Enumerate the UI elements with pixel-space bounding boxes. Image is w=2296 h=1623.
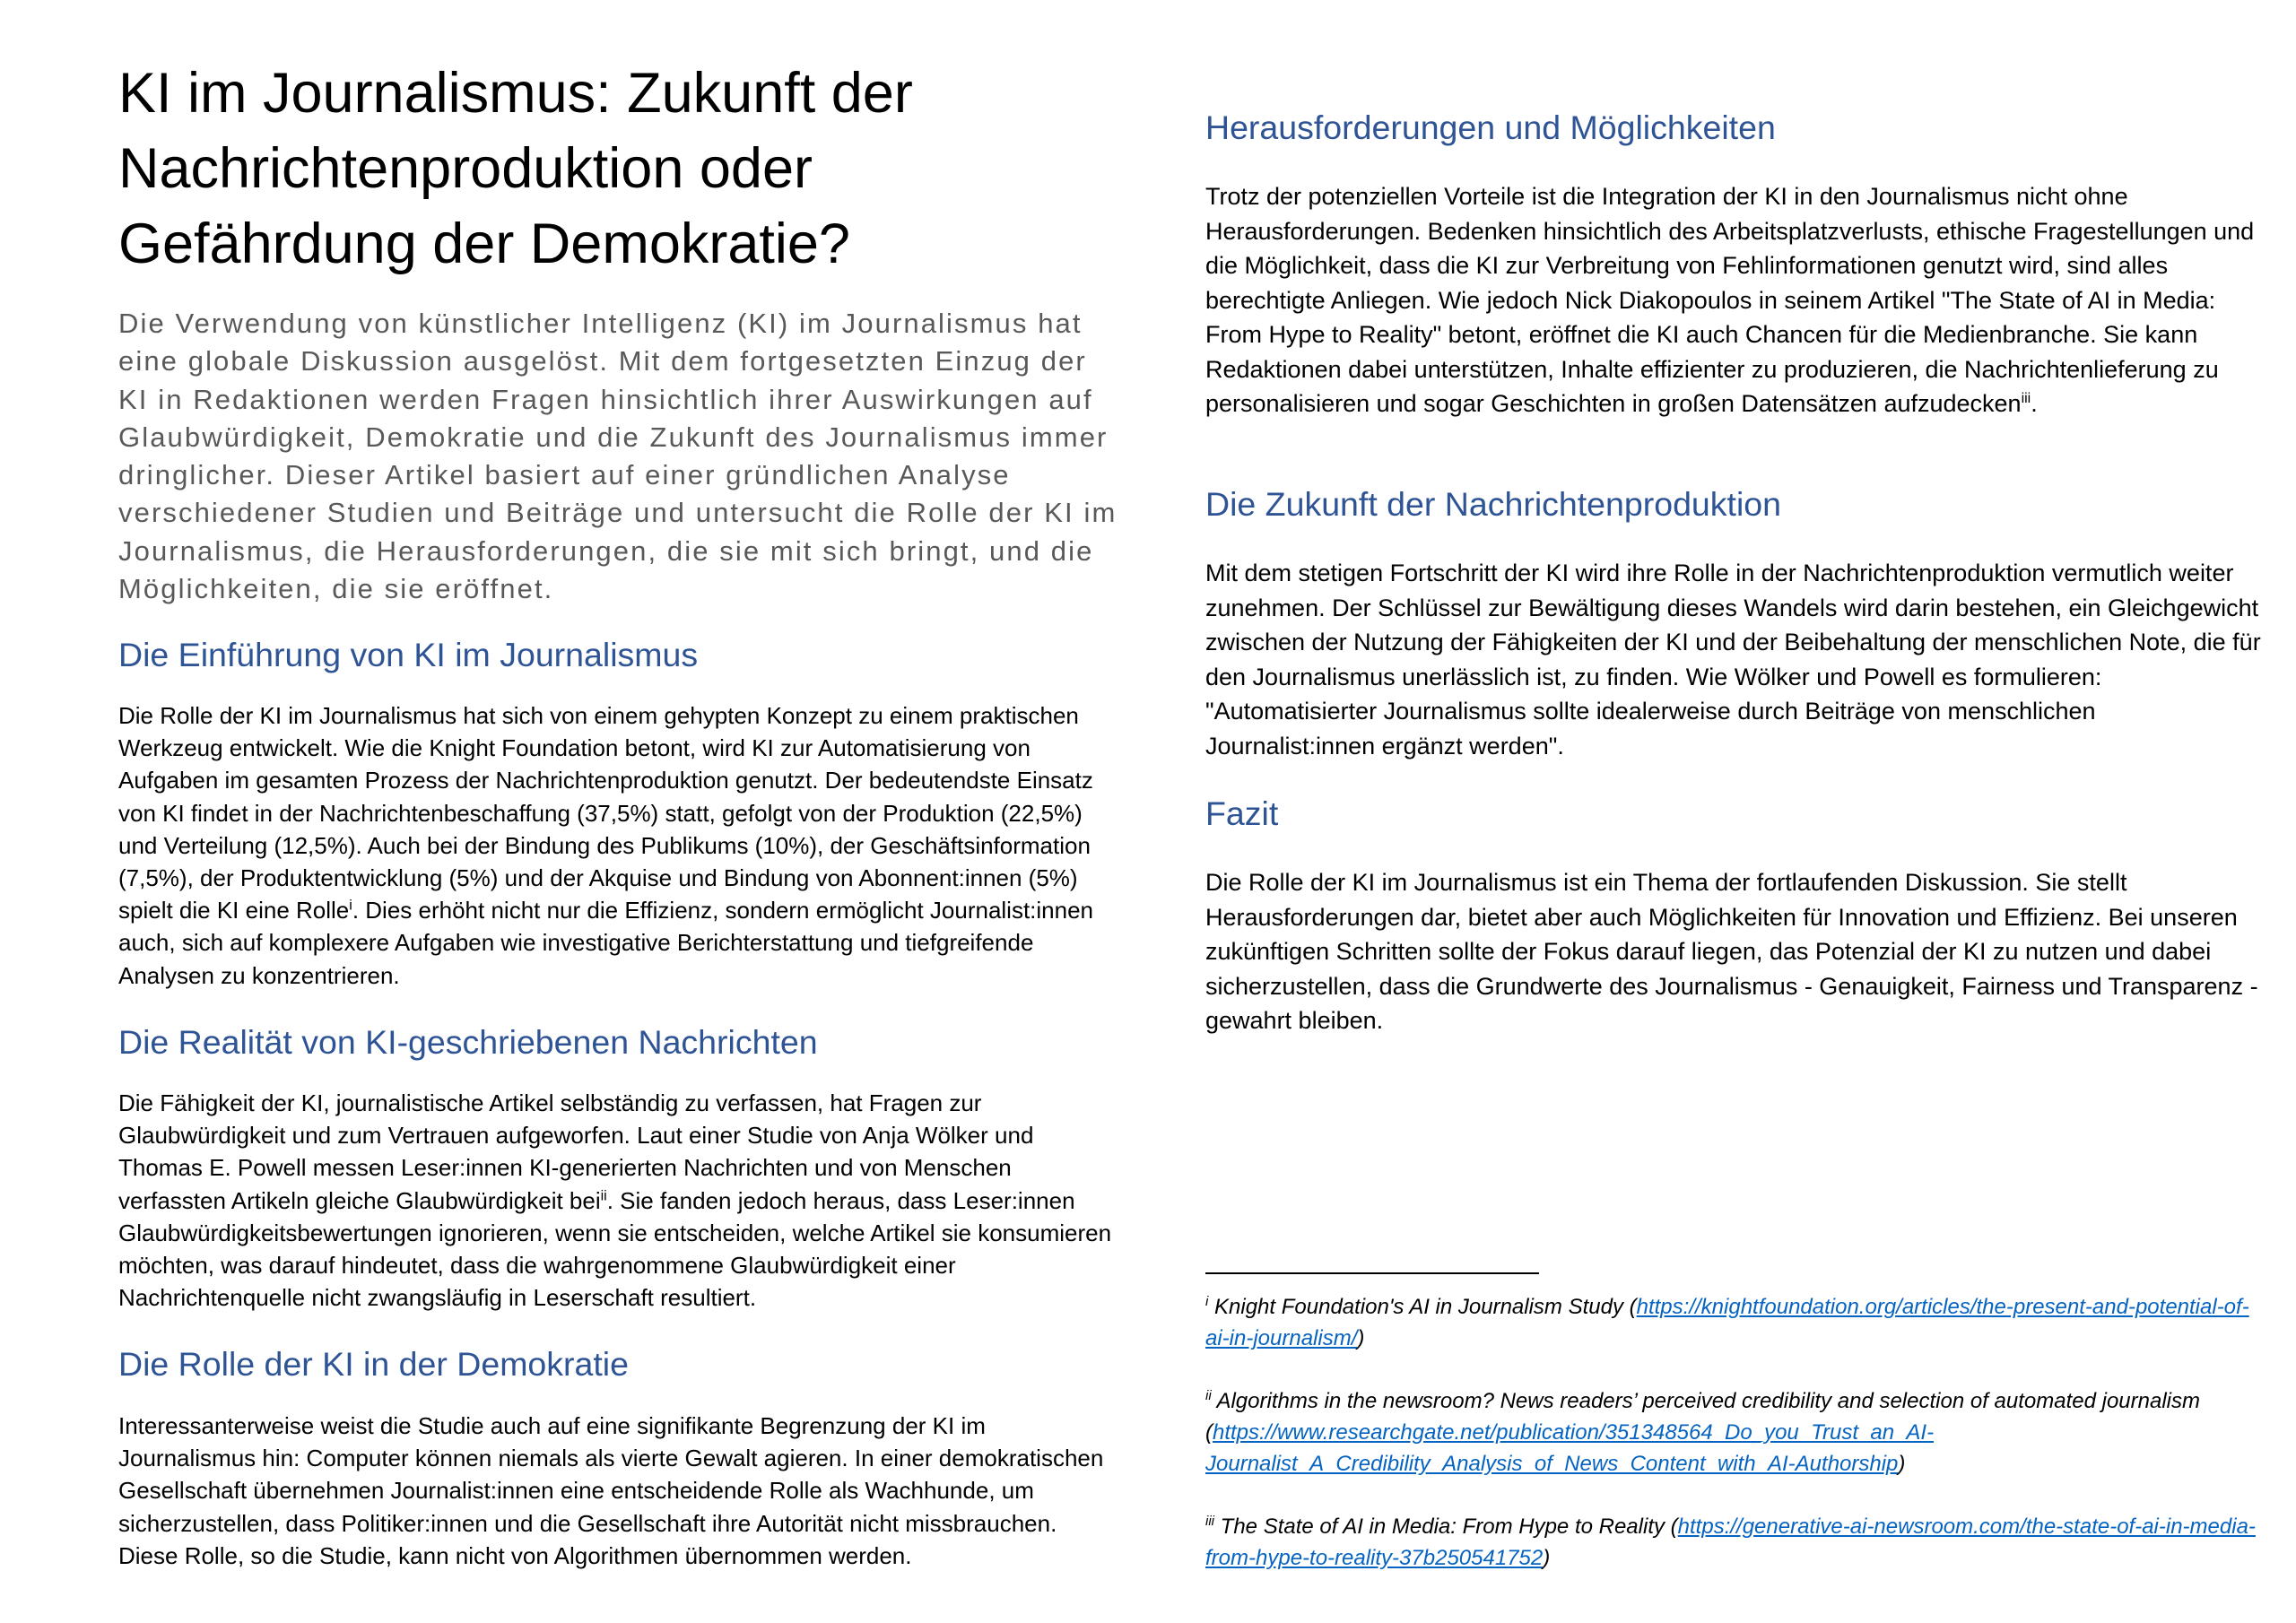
footnote-ref-iii: iii <box>2021 391 2031 406</box>
footnote-ref-i: i <box>349 898 352 914</box>
footnote-link-iii[interactable]: https://generative-ai-newsroom.com/the-state-of-ai-in-media-from-hype-to-reality-37b250541752 <box>1205 1515 2256 1570</box>
article-title: KI im Journalismus: Zukunft der Nachrichtenproduktion oder Gefährdung der Demokratie? <box>118 62 913 275</box>
section-heading-realitaet: Die Realität von KI-geschriebenen Nachrichten <box>118 1023 818 1061</box>
footnote-iii: $^{iii}$ The State of AI in Media: From Hype to Reality (https://generative-ai-newsroom.com/the-state-of-ai-in-media-from-hype-to-reality-37b250541752) <box>1205 1514 2256 1570</box>
footnote-separator <box>1205 1272 1539 1274</box>
section-heading-zukunft: Die Zukunft der Nachrichtenproduktion <box>1205 485 1782 523</box>
section-heading-demokratie: Die Rolle der KI in der Demokratie <box>118 1345 629 1383</box>
section-text-einfuehrung: Die Rolle der KI im Journalismus hat sich von einem gehypten Konzept zu einem praktischen Werkzeug entwickelt. Wie die Knight Foundation betont, wird KI zur Automatisierung von Aufgaben im gesamten Prozess der Nachrichtenproduktion genutzt. Der bedeutendste Einsatz von KI findet in der Nachrichtenbeschaffung (37,5%) statt, gefolgt von der Produktion (22,5%) und Verteilung (12,5%). Auch bei der Bindung des Publikums (10%), der Geschäftsinformation (7,5%), der Produktentwicklung (5%) und der Akquise und Bindung von Abonnent:innen (5%) spielt die KI eine Rolle$^i$. Dies erhöht nicht nur die Effizienz, sondern ermöglicht Journalist:innen auch, sich auf komplexere Aufgaben wie investigative Berichterstattung und tiefgreifende Analysen zu konzentrieren. <box>118 702 1094 989</box>
section-text-demokratie: Interessanterweise weist die Studie auch auf eine signifikante Begrenzung der KI im Journalismus hin: Computer können niemals als vierte Gewalt agieren. In einer demokratischen Gesellschaft übernehmen Journalist:innen eine entscheidende Rolle als Wachhunde, um sicherzustellen, dass Politiker:innen und die Gesellschaft ihre Autorität nicht missbrauchen. Diese Rolle, so die Studie, kann nicht von Algorithmen übernommen werden. <box>118 1412 1104 1569</box>
footnote-i: $^i$ Knight Foundation's AI in Journalism Study (https://knightfoundation.org/articles/the-present-and-potential-of-ai-in-journalism/) <box>1205 1294 2249 1350</box>
article-intro: Die Verwendung von künstlicher Intelligenz (KI) im Journalismus hat eine globale Diskussion ausgelöst. Mit dem fortgesetzten Einzug der KI in Redaktionen werden Fragen hinsichtlich ihrer Auswirkungen auf Glaubwürdigkeit, Demokratie und die Zukunft des Journalismus immer dringlicher. Dieser Artikel basiert auf einer gründlichen Analyse verschiedener Studien und Beiträge und untersucht die Rolle der KI im Journalismus, die Herausforderungen, die sie mit sich bringt, und die Möglichkeiten, die sie eröffnet. <box>118 308 1118 605</box>
footnote-link-i[interactable]: https://knightfoundation.org/articles/the-present-and-potential-of-ai-in-journalism/ <box>1205 1295 2249 1350</box>
footnote-ii: $^{ii}$ Algorithms in the newsroom? News readers’ perceived credibility and selection of automated journalism (https://www.researchgate.net/publication/351348564_Do_you_Trust_an_AI-Journalist_A_Credibility_Analysis_of_News_Content_with_AI-Authorship) <box>1205 1388 2200 1476</box>
section-text-zukunft: Mit dem stetigen Fortschritt der KI wird ihre Rolle in der Nachrichtenproduktion vermutlich weiter zunehmen. Der Schlüssel zur Bewältigung dieses Wandels wird darin bestehen, ein Gleichgewicht zwischen der Nutzung der Fähigkeiten der KI und der Beibehaltung der menschlichen Note, die für den Journalismus unerlässlich ist, zu finden. Wie Wölker und Powell es formulieren: "Automatisierter Journalismus sollte idealerweise durch Beiträge von menschlichen Journalist:innen ergänzt werden". <box>1205 560 2261 759</box>
section-text-herausforderungen: Trotz der potenziellen Vorteile ist die Integration der KI in den Journalismus nicht ohne Herausforderungen. Bedenken hinsichtlich des Arbeitsplatzverlusts, ethische Fragestellungen und die Möglichkeit, dass die KI zur Verbreitung von Fehlinformationen genutzt wird, sind alles berechtigte Anliegen. Wie jedoch Nick Diakopoulos in seinem Artikel "The State of AI in Media: From Hype to Reality" betont, eröffnet die KI auch Chancen für die Medienbranche. Sie kann Redaktionen dabei unterstützen, Inhalte effizienter zu produzieren, die Nachrichtenlieferung zu personalisieren und sogar Geschichten in großen Datensätzen aufzudecken$^{iii}$. <box>1205 183 2255 417</box>
section-heading-fazit: Fazit <box>1205 794 1279 832</box>
section-text-realitaet: Die Fähigkeit der KI, journalistische Artikel selbständig zu verfassen, hat Fragen zur Glaubwürdigkeit und zum Vertrauen aufgeworfen. Laut einer Studie von Anja Wölker und Thomas E. Powell messen Leser:innen KI-generierten Nachrichten und von Menschen verfassten Artikeln gleiche Glaubwürdigkeit bei$^{ii}$. Sie fanden jedoch heraus, dass Leser:innen Glaubwürdigkeitsbewertungen ignorieren, wenn sie entscheiden, welche Artikel sie konsumieren möchten, was darauf hindeutet, dass die wahrgenommene Glaubwürdigkeit einer Nachrichtenquelle nicht zwangsläufig in Leserschaft resultiert. <box>118 1089 1112 1312</box>
footnote-link-ii[interactable]: https://www.researchgate.net/publication/351348564_Do_you_Trust_an_AI-Journalist_A_Credibility_Analysis_of_News_Content_with_AI-Authorship <box>1205 1420 1935 1476</box>
section-text-fazit: Die Rolle der KI im Journalismus ist ein Thema der fortlaufenden Diskussion. Sie stellt Herausforderungen dar, bietet aber auch Möglichkeiten für Innovation und Effizienz. Bei unseren zukünftigen Schritten sollte der Fokus darauf liegen, das Potenzial der KI zu nutzen und dabei sicherzustellen, dass die Grundwerte des Journalismus - Genauigkeit, Fairness und Transparenz - gewahrt bleiben. <box>1205 869 2258 1034</box>
section-heading-herausforderungen: Herausforderungen und Möglichkeiten <box>1205 108 1776 146</box>
section-heading-einfuehrung: Die Einführung von KI im Journalismus <box>118 636 699 673</box>
footnote-ref-ii: ii <box>600 1187 607 1203</box>
